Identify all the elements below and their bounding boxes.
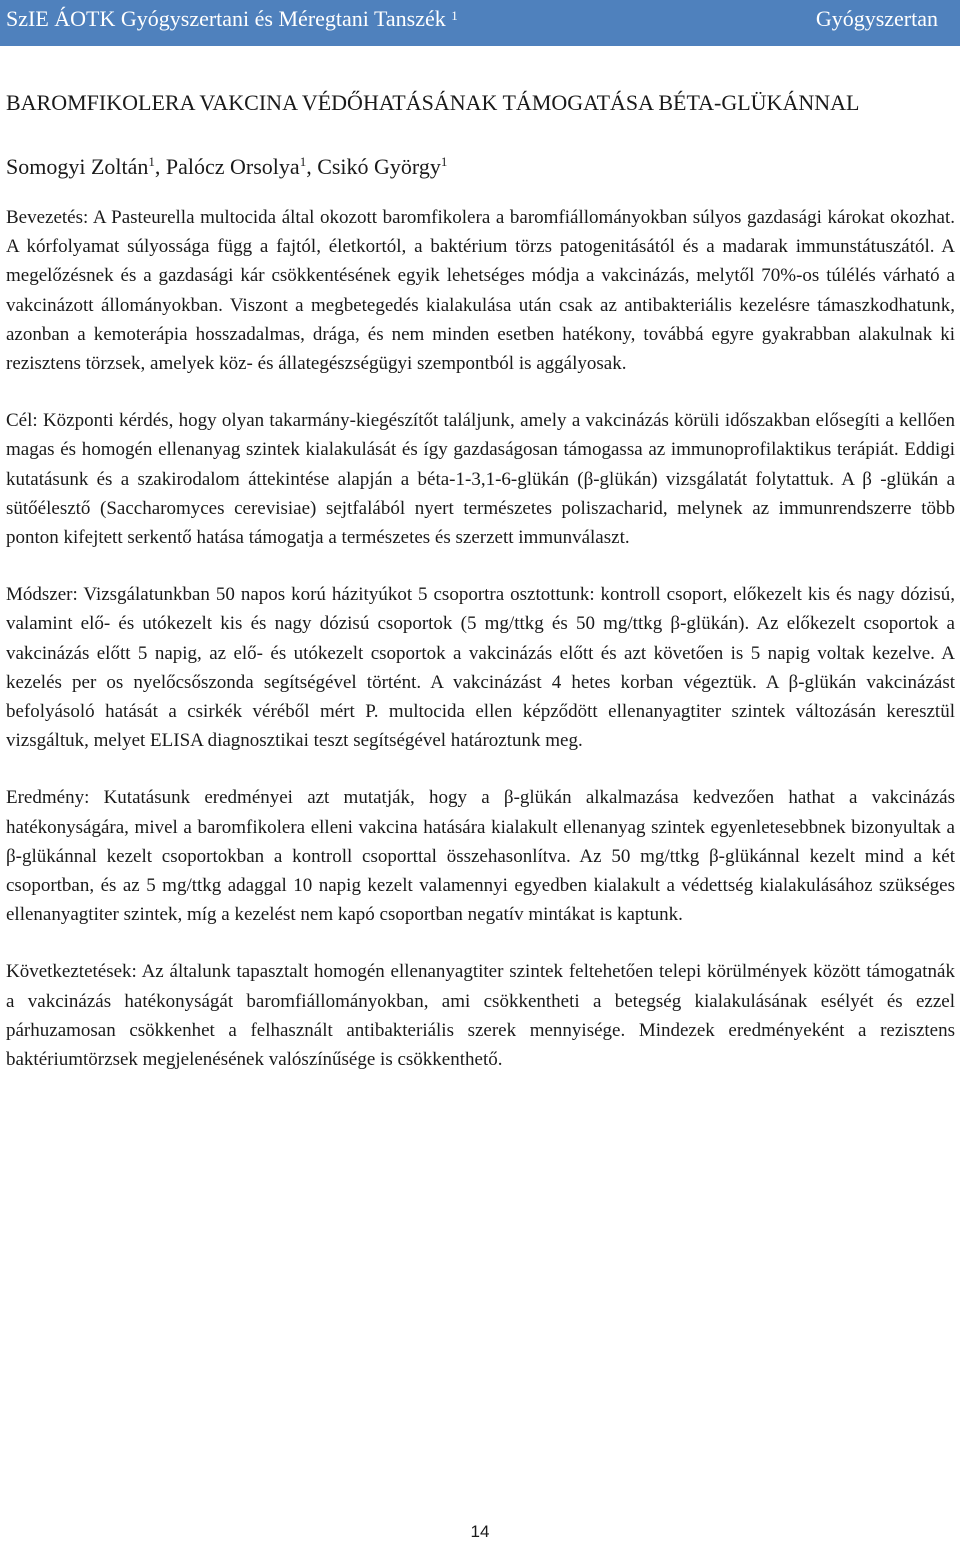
header-section: Gyógyszertan (815, 6, 938, 31)
header-institution-sup: 1 (451, 8, 458, 23)
section-results: Eredmény: Kutatásunk eredményei azt mutatják, hogy a β-glükán alkalmazása kedvezően hathat a vakcinázás hatékonyságára, mivel a baromfikolera elleni vakcina hatására kialakult ellenanyag szintek egyenletesebbnek bizonyultak a β-glükánnal kezelt csoportokban a kontroll csoporttal összehasonlítva. Az 50 mg/ttkg β-glükánnal kezelt mind a két csoportban, és az 5 mg/ttkg adaggal 10 napig kezelt valamennyi egyedben kialakult a védettség kialakulásához szükséges ellenanyagtiter szintek, míg a kezelést nem kapó csoportban negatív mintákat is kaptunk. (6, 787, 955, 926)
section-aim: Cél: Központi kérdés, hogy olyan takarmány-kiegészítőt találjunk, amely a vakcinázás körüli időszakban elősegíti a kellően magas és homogén ellenanyag szintek kialakulását és így gazdaságosan támogassa az immunoprofilaktikus terápiát. Eddigi kutatásunk és a szakirodalom áttekintése alapján a béta-1-3,1-6-glükán (β-glükán) vizsgálatát folytattuk. A β -glükán a sütőélesztő (Saccharomyces cerevisiae) sejtfalából nyert természetes poliszacharid, melynek az immunrendszerre több ponton kifejtett serkentő hatása támogatja a természetes és szerzett immunválaszt. (6, 410, 955, 549)
author-3: , Csikó György (306, 154, 441, 179)
author-1-affiliation: 1 (148, 154, 155, 169)
author-1: Somogyi Zoltán (6, 154, 149, 179)
author-2-affiliation: 1 (299, 154, 307, 169)
author-list (6, 147, 955, 181)
article-title: BAROMFIKOLERA VAKCINA VÉDŐHATÁSÁNAK TÁMOGATÁSA BÉTA-GLÜKÁNNAL (6, 90, 860, 115)
author-2: , Palócz Orsolya (154, 154, 300, 179)
page-number: 14 (470, 1522, 490, 1541)
section-introduction: Bevezetés: A Pasteurella multocida által okozott baromfikolera a baromfiállományokban súlyos gazdasági károkat okozhat. A kórfolyamat súlyossága függ a fajtól, életkortól, a baktérium törzs patogenitásától és a madarak immunstátuszától. A megelőzésnek és a gazdasági kár csökkentésének egyik lehetséges módja a vakcinázás, melytől 70%-os túlélés várható a vakcinázott állományokban. Viszont a megbetegedés kialakulása után csak az antibakteriális kezelésre támaszkodhatunk, azonban a kemoterápia hosszadalmas, drága, és nem minden esetben hatékony, továbbá egyre gyakrabban alakulnak ki rezisztens törzsek, amelyek köz- és állategészségügyi szempontból is aggályosak. (6, 207, 955, 375)
article-body (6, 88, 955, 1074)
author-3-affiliation: 1 (440, 154, 448, 169)
section-methods: Módszer: Vizsgálatunkban 50 napos korú házityúkot 5 csoportra osztottunk: kontroll csoport, előkezelt kis és nagy dózisú, valamint elő- és utókezelt kis és nagy dózisú csoportok (5 mg/ttkg és 50 mg/ttkg β-glükán). Az előkezelt csoportok a vakcinázás előtt 5 napig, az elő- és utókezelt csoportok a vakcinázás előtt és azt követően is 5 napig voltak kezelve. A kezelés per os nyelőcsőszonda segítségével történt. A vakcinázást 4 hetes korban végeztük. A β-glükán vakcinázást befolyásoló hatását a csirkék véréből mért P. multocida ellen képződött ellenanyagtiter szintek változásán keresztül vizsgáltuk, melyet ELISA diagnosztikai teszt segítségével határoztunk meg. (6, 584, 955, 752)
page-header (0, 0, 960, 46)
header-institution (6, 6, 458, 32)
header-institution-text: SzIE ÁOTK Gyógyszertani és Méregtani Tanszék (6, 6, 446, 31)
section-conclusions: Következtetések: Az általunk tapasztalt homogén ellenanyagtiter szintek feltehetően telepi körülmények között támogatnák a vakcinázás hatékonyságát baromfiállományokban, ami csökkentheti a betegség kialakulásának esélyét és ezzel párhuzamosan csökkenhet a felhasznált antibakteriális szerek mennyisége. Mindezek eredményeként a rezisztens baktériumtörzsek megjelenésének valószínűsége is csökkenthető. (6, 961, 955, 1071)
